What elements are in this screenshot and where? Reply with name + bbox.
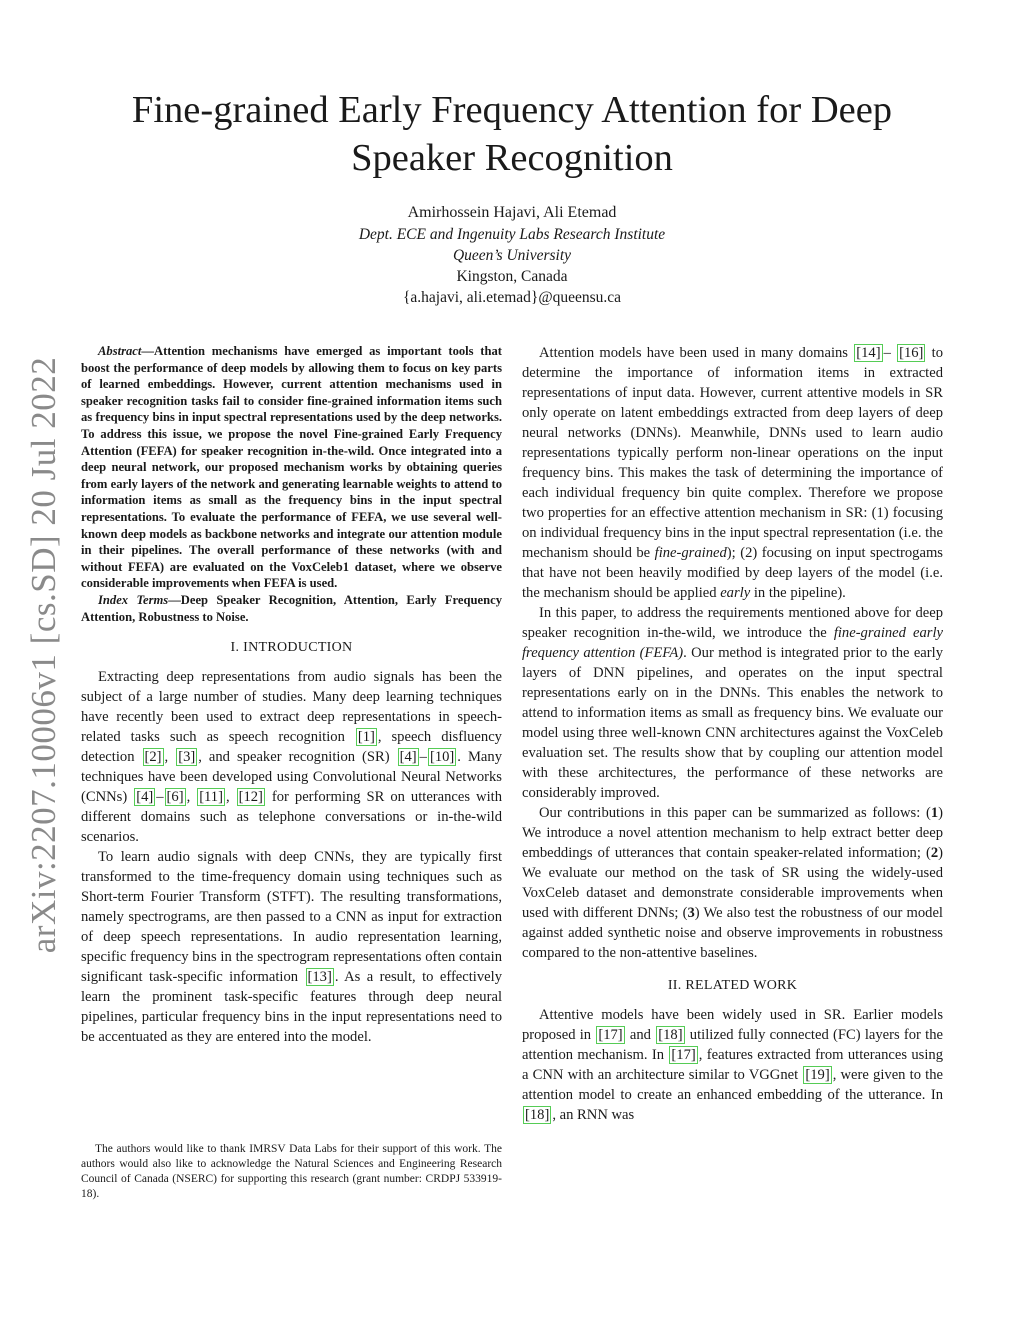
affiliation-university: Queen’s University bbox=[452, 247, 572, 264]
right-column bbox=[522, 343, 943, 1125]
arxiv-identifier-text: arXiv:2207.10006v1 [cs.SD] 20 Jul 2022 bbox=[24, 356, 63, 954]
citation-link[interactable]: [12] bbox=[238, 789, 263, 806]
abstract-text: —Attention mechanisms have emerged as important tools that boost the performance of deep models by allowing them to focus on key parts of learned embeddings. However, current attention mechanisms used in speaker recognition tasks fail to consider fine-grained information items such as frequency bins in input spectral representations used by the deep networks. To address this issue, we propose the novel Fine-grained Early Frequency Attention (FEFA) for speaker recognition in-the-wild. Once integrated into a deep neural network, our proposed mechanism works by obtaining queries from early layers of the network and generating learnable weights to attend to information items as small as the frequency bins in the input spectral representations. To evaluate the performance of FEFA, we use several well-known deep models as backbone networks and integrate our attention module in their pipelines. The overall performance of these networks (with and without FEFA) are evaluated on the VoxCeleb1 dataset, where we observe considerable improvements when FEFA is used. bbox=[81, 344, 502, 591]
citation-link[interactable]: [2] bbox=[144, 749, 162, 766]
index-terms-text: —Deep Speaker Recognition, Attention, Early Frequency Attention, Robustness to Noise. bbox=[81, 592, 502, 624]
citation-link[interactable]: [18] bbox=[525, 1107, 550, 1123]
abstract-paragraph bbox=[81, 343, 502, 592]
section-title-rest: ELATED WORK bbox=[694, 978, 798, 993]
citation-link[interactable]: [4] bbox=[399, 749, 417, 766]
section-title-initial: I bbox=[243, 640, 249, 656]
index-terms bbox=[81, 592, 502, 625]
citation-link[interactable]: [11] bbox=[199, 789, 223, 806]
citation-link[interactable]: [1] bbox=[357, 729, 375, 746]
citation-link[interactable]: [10] bbox=[429, 749, 455, 766]
author-names: Amirhossein Hajavi, Ali Etemad bbox=[407, 204, 617, 221]
citation-link[interactable]: [4] bbox=[136, 789, 154, 806]
affiliation-department: Dept. ECE and Ingenuity Labs Research Institute bbox=[358, 226, 666, 243]
section-heading-related-work bbox=[522, 976, 943, 996]
section-title-rest: NTRODUCTION bbox=[248, 640, 353, 656]
acknowledgement-footnote: The authors would like to thank IMRSV Data Labs for their support of this work. The authors would also like to acknowledge the Natural Sciences and Engineering Research Council of Canada (NSERC) for supporting this research (grant number: CRDPJ 533919-18). bbox=[81, 1143, 502, 1200]
arxiv-identifier-stamp bbox=[16, 356, 72, 954]
contributions-paragraph: Our contributions in this paper can be summarized as follows: (1) We introduce a novel attention mechanism to help extract better deep embeddings of utterances that contain speaker-related information; (2) We evaluate our method on the task of SR using the widely-used VoxCeleb dataset and demonstrate considerable improvements when used with different DNNs; (3) We also test the robustness of our model against added synthetic noise and observe improvements in robustness compared to the non-attentive baselines. bbox=[522, 805, 943, 961]
index-terms-label: Index Terms bbox=[98, 592, 169, 607]
section-heading-introduction bbox=[81, 638, 502, 658]
citation-link[interactable]: [13] bbox=[307, 969, 332, 986]
intro-paragraph-3: Attention models have been used in many domains [14] – [16] to determine the importance of information items in extracted representations of input data. However, current attentive models in SR only operate on latent embeddings extracted from deep layers of deep neural networks (DNNs). Meanwhile, DNNs used to learn audio representations typically perform non-linear operations on the input frequency bins. This makes the task of determining the importance of each individual frequency bin quite complex. Therefore we propose two properties for an effective attention mechanism in SR: (1) focusing on individual frequency bins in the input spectral representation (i.e. the mechanism should be fine-grained); (2) focusing on input spectrogams that have not been heavily modified by deep layers of the model (i.e. the mechanism should be applied early in the pipeline). bbox=[522, 345, 944, 601]
citation-link[interactable]: [16] bbox=[899, 345, 924, 361]
abstract bbox=[81, 343, 502, 625]
citation-link[interactable]: [3] bbox=[178, 749, 196, 766]
author-block bbox=[200, 202, 824, 308]
abstract-label: Abstract bbox=[98, 344, 142, 358]
section-title-initial: R bbox=[685, 978, 695, 993]
related-work-paragraph-1: Attentive models have been widely used in SR. Earlier models proposed in [17] and [18] utilized fully connected (FC) layers for the attention mechanism. In [17] , features extracted from utterances using a CNN with an architecture similar to VGGnet [19] , were given to the attention model to create an enhanced embedding of the utterance. In [18] , an RNN was bbox=[522, 1007, 943, 1123]
citation-link[interactable]: [17] bbox=[671, 1047, 696, 1063]
author-email[interactable]: {a.hajavi, ali.etemad}@queensu.ca bbox=[402, 289, 622, 306]
citation-link[interactable]: [18] bbox=[658, 1027, 683, 1043]
citation-link[interactable]: [14] bbox=[856, 345, 881, 361]
affiliation-location: Kingston, Canada bbox=[456, 268, 568, 285]
intro-paragraph-1: Extracting deep representations from audio signals has been the subject of a large number of studies. Many deep learning techniques have recently been used to extract deep representations in speech-related tasks such as speech recognition [1] , speech disfluency detection [2] , [3] , and speaker recognition (SR) [4] – [10] . Many techniques have been developed using Convolutional Neural Networks (CNNs) [4] – [6] , [11] , [12] for performing SR on utterances with different domains such as telephone conversations or in-the-wild scenarios. bbox=[81, 669, 503, 846]
section-number: II. bbox=[667, 978, 686, 993]
section-number: I. bbox=[230, 640, 244, 656]
citation-link[interactable]: [6] bbox=[166, 789, 184, 806]
intro-paragraph-4: In this paper, to address the requirements mentioned above for deep speaker recognition in-the-wild, we introduce the fine-grained early frequency attention (FEFA). Our method is integrated prior to the early layers of DNN pipelines, and operates on the input spectral representations early on in the DNNs. This enables the network to attend to information items as small as frequency bins. We evaluate our model using three well-known CNN architectures against the VoxCeleb evaluation set. The results show that by coupling our attention model with these architectures, the performance of these networks are considerably improved. bbox=[522, 605, 944, 801]
citation-link[interactable]: [17] bbox=[598, 1027, 623, 1043]
intro-paragraph-2: To learn audio signals with deep CNNs, they are typically first transformed to the time-frequency domain using techniques such as Short-term Fourier Transform (STFT). The resulting transformations, namely spectrograms, are then passed to a CNN as input for extraction of deep speech representations. In audio representation learning, specific frequency bins in the spectrogram representations often contain significant task-specific information [13] . As a result, to effectively learn the prominent task-specific features through deep neural pipelines, particular frequency bins in the input representations need to be accentuated as they are entered into the model. bbox=[81, 849, 502, 1046]
citation-link[interactable]: [19] bbox=[805, 1067, 830, 1083]
left-column bbox=[81, 343, 502, 1047]
paper-title: Fine-grained Early Frequency Attention for Deep Speaker Recognition bbox=[131, 89, 893, 179]
